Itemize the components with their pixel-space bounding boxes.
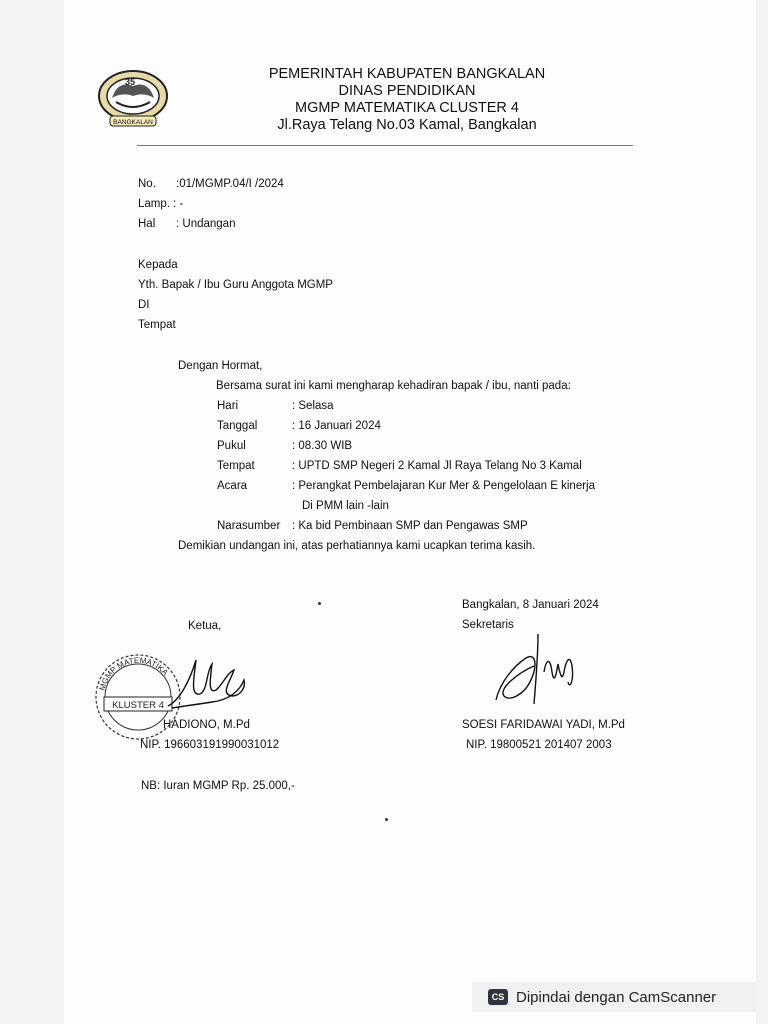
- logo-banner-text: BANGKALAN: [113, 119, 153, 126]
- no-label: No.: [138, 178, 156, 190]
- letterhead-line-2: DINAS PENDIDIKAN: [338, 83, 476, 99]
- detail-label: Pukul: [217, 440, 246, 452]
- detail-label: Acara: [217, 480, 248, 492]
- letterhead-divider: [137, 145, 633, 146]
- left-signer-name: HADIONO, M.Pd: [163, 719, 250, 731]
- svg-text:35: 35: [125, 77, 136, 87]
- lamp-value: : -: [173, 198, 184, 210]
- camscanner-logo-icon: CS: [488, 989, 508, 1005]
- recipient-di: DI: [138, 299, 150, 311]
- detail-value: : UPTD SMP Negeri 2 Kamal Jl Raya Telang No 3 Kamal: [292, 460, 582, 472]
- detail-value-continued: Di PMM lain -lain: [302, 500, 389, 512]
- stamp-center-text: KLUSTER 4: [112, 700, 164, 711]
- right-signer-name: SOESI FARIDAWAI YADI, M.Pd: [462, 719, 625, 731]
- detail-value: : 08.30 WIB: [292, 440, 353, 452]
- hal-label: Hal: [138, 218, 156, 230]
- fee-note: NB: Iuran MGMP Rp. 25.000,-: [141, 780, 295, 792]
- scan-speck: [385, 818, 388, 821]
- intro-paragraph: Bersama surat ini kami mengharap kehadiran bapak / ibu, nanti pada:: [216, 380, 571, 392]
- detail-value: : Perangkat Pembelajaran Kur Mer & Pengelolaan E kinerja: [292, 480, 596, 492]
- detail-label: Tempat: [217, 460, 255, 472]
- chairman-signature-icon: [160, 650, 252, 720]
- greeting: Dengan Hormat,: [178, 360, 263, 372]
- detail-label: Tanggal: [217, 420, 258, 432]
- document-page: [64, 0, 756, 1024]
- letterhead-line-1: PEMERINTAH KABUPATEN BANGKALAN: [268, 66, 546, 82]
- right-signer-nip: NIP. 19800521 201407 2003: [466, 739, 612, 751]
- closing-sentence: Demikian undangan ini, atas perhatiannya kami ucapkan terima kasih.: [178, 540, 536, 552]
- regency-emblem-icon: [96, 68, 170, 130]
- camscanner-text: Dipindai dengan CamScanner: [516, 988, 717, 1006]
- recipient-yth: Yth. Bapak / Ibu Guru Anggota MGMP: [138, 279, 333, 291]
- hal-value: : Undangan: [176, 218, 236, 230]
- detail-label: Narasumber: [217, 520, 281, 532]
- detail-value: : Selasa: [292, 400, 334, 412]
- camscanner-watermark: [472, 982, 756, 1012]
- lamp-label: Lamp.: [138, 198, 170, 210]
- detail-value: : Ka bid Pembinaan SMP dan Pengawas SMP: [292, 520, 528, 532]
- recipient-kepada: Kepada: [138, 259, 178, 271]
- detail-value: : 16 Januari 2024: [292, 420, 381, 432]
- secretary-signature-icon: [490, 632, 586, 710]
- detail-label: Hari: [217, 400, 239, 412]
- scan-speck: [318, 602, 321, 605]
- left-signer-title: Ketua,: [188, 620, 222, 632]
- stamp-arc-text: MGMP MATEMATIKA: [97, 655, 170, 692]
- letterhead-line-3: MGMP MATEMATIKA CLUSTER 4: [295, 100, 519, 116]
- recipient-tempat: Tempat: [138, 319, 176, 331]
- no-value: :01/MGMP.04/I /2024: [176, 178, 284, 190]
- left-signer-nip: NIP. 196603191990031012: [140, 739, 280, 751]
- letterhead-line-4: Jl.Raya Telang No.03 Kamal, Bangkalan: [277, 117, 537, 133]
- right-signer-title: Sekretaris: [462, 619, 514, 631]
- place-date: Bangkalan, 8 Januari 2024: [462, 599, 599, 611]
